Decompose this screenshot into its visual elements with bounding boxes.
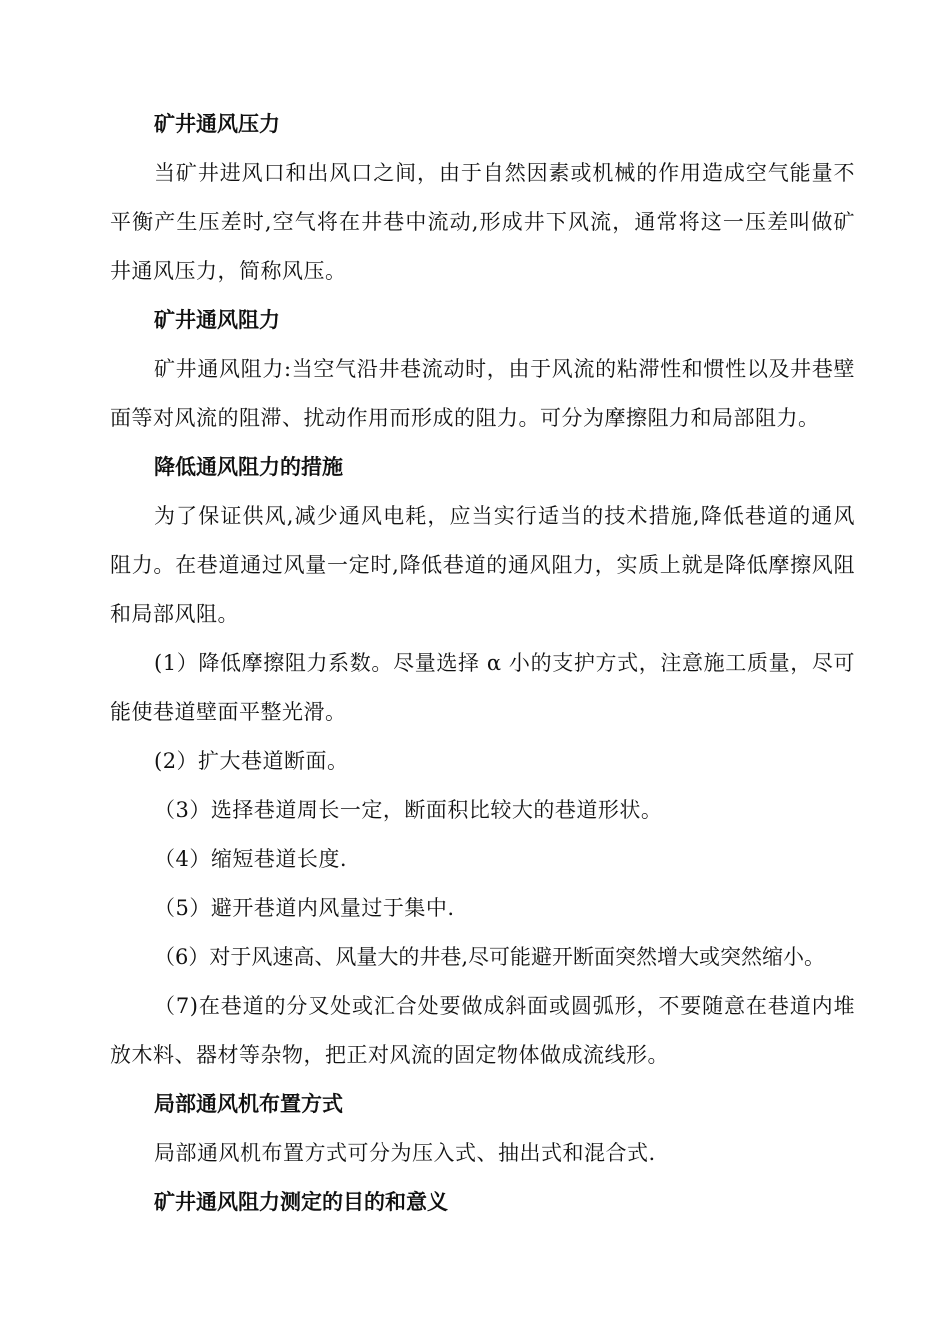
list-item-measure-3: （3）选择巷道周长一定，断面积比较大的巷道形状。: [154, 798, 663, 822]
paragraph-reduce-resistance-measures: 为了保证供风,减少通风电耗，应当实行适当的技术措施,降低巷道的通风阻力。在巷道通过风量一定时,降低巷道的通风阻力，实质上就是降低摩擦风阻和局部风阻。: [110, 504, 855, 626]
list-item-measure-2: (2）扩大巷道断面。: [154, 749, 349, 773]
list-item-measure-7: （7)在巷道的分叉处或汇合处要做成斜面或圆弧形，不要随意在巷道内堆放木料、器材等杂物，把正对风流的固定物体做成流线形。: [110, 994, 855, 1067]
list-item-measure-1: (1）降低摩擦阻力系数。尽量选择 α 小的支护方式，注意施工质量，尽可能使巷道壁面平整光滑。: [110, 651, 855, 724]
list-item-measure-6: （6）对于风速高、风量大的井巷,尽可能避开断面突然增大或突然缩小。: [154, 945, 826, 969]
section-heading-local-fan-layout: 局部通风机布置方式: [154, 1092, 343, 1116]
section-heading-reduce-resistance-measures: 降低通风阻力的措施: [154, 455, 343, 479]
paragraph-ventilation-pressure: 当矿井进风口和出风口之间，由于自然因素或机械的作用造成空气能量不平衡产生压差时,空气将在井巷中流动,形成井下风流，通常将这一压差叫做矿井通风压力，简称风压。: [110, 161, 855, 283]
list-item-measure-4: （4）缩短巷道长度.: [154, 847, 348, 871]
section-heading-resistance-measurement-purpose: 矿井通风阻力测定的目的和意义: [154, 1190, 448, 1214]
list-item-measure-5: （5）避开巷道内风量过于集中.: [154, 896, 455, 920]
section-heading-ventilation-pressure: 矿井通风压力: [154, 112, 280, 136]
section-heading-ventilation-resistance: 矿井通风阻力: [154, 308, 280, 332]
paragraph-ventilation-resistance: 矿井通风阻力:当空气沿井巷流动时，由于风流的粘滞性和惯性以及井巷壁面等对风流的阻滞、扰动作用而形成的阻力。可分为摩擦阻力和局部阻力。: [110, 357, 855, 430]
paragraph-local-fan-layout: 局部通风机布置方式可分为压入式、抽出式和混合式.: [154, 1141, 656, 1165]
document-page: [110, 100, 855, 1227]
